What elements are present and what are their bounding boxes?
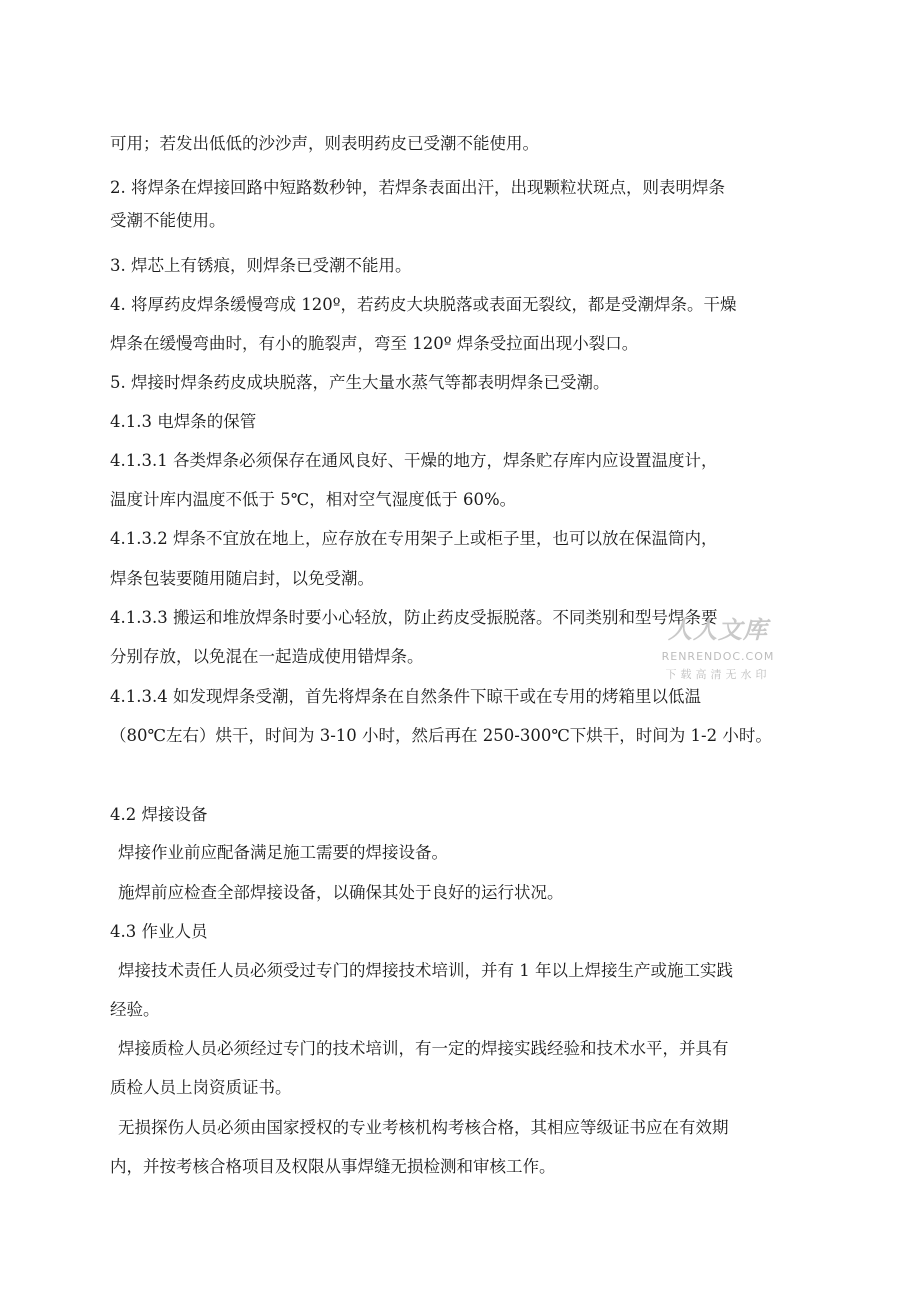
section-heading-4-1-3: 4.1.3 电焊条的保管 <box>110 412 257 431</box>
paragraph-line-16: （80℃左右）烘干，时间为 3-10 小时，然后再在 250-300℃下烘干，时间为 1-2 小时。 <box>110 726 772 745</box>
paragraph-line-11: 4.1.3.2 焊条不宜放在地上，应存放在专用架子上或柜子里，也可以放在保温筒内， <box>110 529 718 548</box>
paragraph-line-13: 4.1.3.3 搬运和堆放焊条时要小心轻放，防止药皮受振脱落。不同类别和型号焊条要 <box>110 608 718 627</box>
paragraph-line-6: 焊条在缓慢弯曲时，有小的脆裂声，弯至 120º 焊条受拉面出现小裂口。 <box>110 334 639 353</box>
paragraph-line-19: 施焊前应检查全部焊接设备，以确保其处于良好的运行状况。 <box>118 883 564 902</box>
paragraph-line-24: 质检人员上岗资质证书。 <box>110 1078 292 1097</box>
watermark-title: 人人文库 <box>668 616 768 644</box>
paragraph-line-25: 无损探伤人员必须由国家授权的专业考核机构考核合格，其相应等级证书应在有效期 <box>118 1118 729 1137</box>
paragraph-line-26: 内，并按考核合格项目及权限从事焊缝无损检测和审核工作。 <box>110 1157 556 1176</box>
section-heading-4-2: 4.2 焊接设备 <box>110 805 208 824</box>
paragraph-line-7: 5. 焊接时焊条药皮成块脱落，产生大量水蒸气等都表明焊条已受潮。 <box>110 373 610 392</box>
section-heading-4-3: 4.3 作业人员 <box>110 922 208 941</box>
paragraph-line-23: 焊接质检人员必须经过专门的技术培训，有一定的焊接实践经验和技术水平，并具有 <box>118 1039 729 1058</box>
paragraph-line-22: 经验。 <box>110 1000 160 1019</box>
watermark-slogan: 下载高清无水印 <box>665 668 771 681</box>
paragraph-line-2: 2. 将焊条在焊接回路中短路数秒钟，若焊条表面出汗，出现颗粒状斑点，则表明焊条 <box>110 178 725 197</box>
watermark-domain: RENRENDOC.COM <box>661 650 775 663</box>
paragraph-line-5: 4. 将厚药皮焊条缓慢弯成 120º，若药皮大块脱落或表面无裂纹，都是受潮焊条。干燥 <box>110 295 737 314</box>
watermark <box>646 610 776 690</box>
paragraph-line-14: 分别存放，以免混在一起造成使用错焊条。 <box>110 647 424 666</box>
paragraph-line-4: 3. 焊芯上有锈痕，则焊条已受潮不能用。 <box>110 256 412 275</box>
paragraph-line-18: 焊接作业前应配备满足施工需要的焊接设备。 <box>118 843 448 862</box>
paragraph-line-3: 受潮不能使用。 <box>110 211 226 230</box>
paragraph-line-15: 4.1.3.4 如发现焊条受潮，首先将焊条在自然条件下晾干或在专用的烤箱里以低温 <box>110 687 701 706</box>
paragraph-line-21: 焊接技术责任人员必须受过专门的焊接技术培训，并有 1 年以上焊接生产或施工实践 <box>118 961 733 980</box>
paragraph-line-12: 焊条包装要随用随启封，以免受潮。 <box>110 569 374 588</box>
paragraph-line-10: 温度计库内温度不低于 5℃，相对空气湿度低于 60%。 <box>110 490 517 509</box>
paragraph-line-1: 可用；若发出低低的沙沙声，则表明药皮已受潮不能使用。 <box>110 134 539 153</box>
paragraph-line-9: 4.1.3.1 各类焊条必须保存在通风良好、干燥的地方，焊条贮存库内应设置温度计， <box>110 451 718 470</box>
